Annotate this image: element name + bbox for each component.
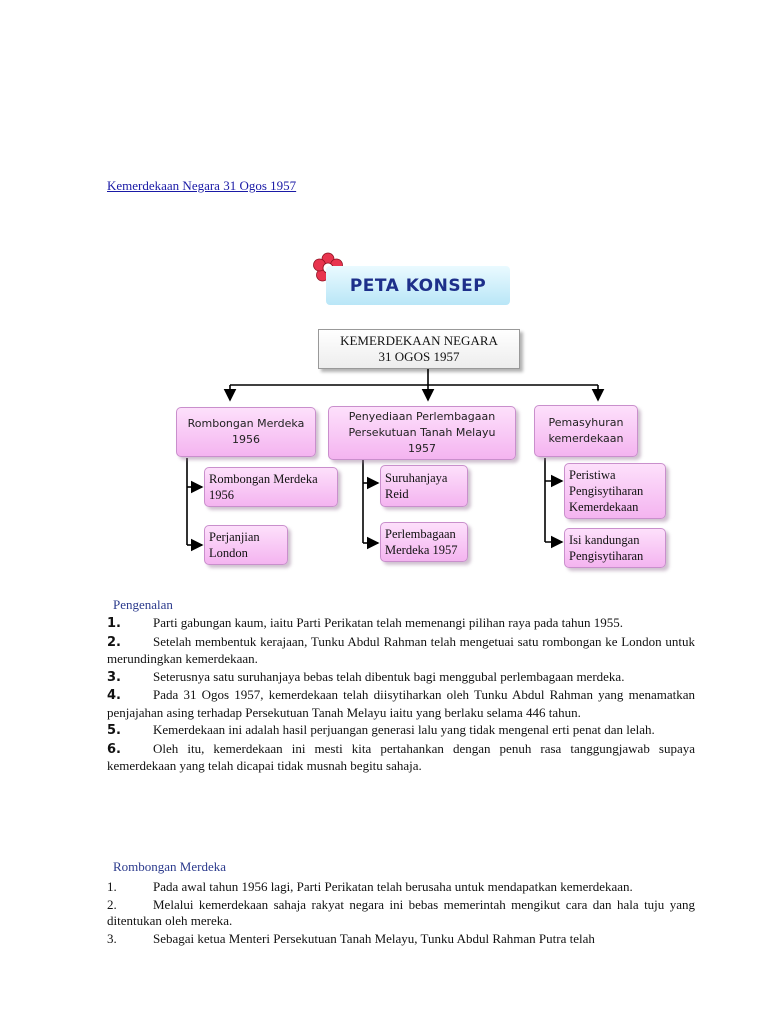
sub-item-1-2: Perjanjian London [204, 525, 288, 565]
list-item: 1. Parti gabungan kaum, iaitu Parti Perikatan telah memenangi pilihan raya pada tahun 1955. [107, 615, 624, 631]
branch-heading-3: Pemasyhuran kemerdekaan [534, 405, 638, 457]
list-item: 5. Kemerdekaan ini adalah hasil perjuangan generasi lalu yang tidak mengenal erti penat dan lelah. [107, 722, 655, 738]
sub-item-1-1: Rombongan Merdeka 1956 [204, 467, 338, 507]
list-item: 6. Oleh itu, kemerdekaan ini mesti kita pertahankan dengan penuh rasa tanggungjawab supaya kemerdekaan yang telah dicapai tidak musnah begitu sahaja. [107, 740, 695, 773]
root-node: KEMERDEKAAN NEGARA 31 OGOS 1957 [318, 329, 520, 369]
concept-map-title: PETA KONSEP [326, 266, 510, 305]
section-pengenalan-body [107, 615, 695, 776]
section-rombongan-body [107, 879, 695, 948]
list-item: 1. Pada awal tahun 1956 lagi, Parti Perikatan telah berusaha untuk mendapatkan kemerdekaan. [107, 879, 633, 894]
sub-item-3-2: Isi kandungan Pengisytiharan [564, 528, 666, 568]
list-item: 3. Seterusnya satu suruhanjaya bebas telah dibentuk bagi menggubal perlembagaan merdeka. [107, 668, 625, 685]
list-item: 3. Sebagai ketua Menteri Persekutuan Tanah Melayu, Tunku Abdul Rahman Putra telah [107, 930, 595, 946]
sub-item-2-2: Perlembagaan Merdeka 1957 [380, 522, 468, 562]
branch-heading-1: Rombongan Merdeka 1956 [176, 407, 316, 457]
section-title-pengenalan: Pengenalan [113, 597, 173, 612]
list-item: 4. Pada 31 Ogos 1957, kemerdekaan telah diisytiharkan oleh Tunku Abdul Rahman yang menamatkan penjajahan asing terhadap Persekutuan Tanah Melayu iaitu yang berlaku selama 446 tahun. [107, 687, 695, 720]
sub-item-3-1: Peristiwa Pengisytiharan Kemerdekaan [564, 463, 666, 519]
document-link[interactable]: Kemerdekaan Negara 31 Ogos 1957 [107, 178, 297, 193]
list-item: 2. Melalui kemerdekaan sahaja rakyat negara ini bebas memerintah mengikut cara dan hala tuju yang ditentukan oleh mereka. [107, 896, 695, 928]
section-title-rombongan: Rombongan Merdeka [113, 859, 227, 874]
branch-heading-2: Penyediaan Perlembagaan Persekutuan Tanah Melayu 1957 [328, 406, 516, 460]
sub-item-2-1: Suruhanjaya Reid [380, 465, 468, 507]
list-item: 2. Setelah membentuk kerajaan, Tunku Abdul Rahman telah mengetuai satu rombongan ke London untuk merundingkan kemerdekaan. [107, 633, 695, 666]
